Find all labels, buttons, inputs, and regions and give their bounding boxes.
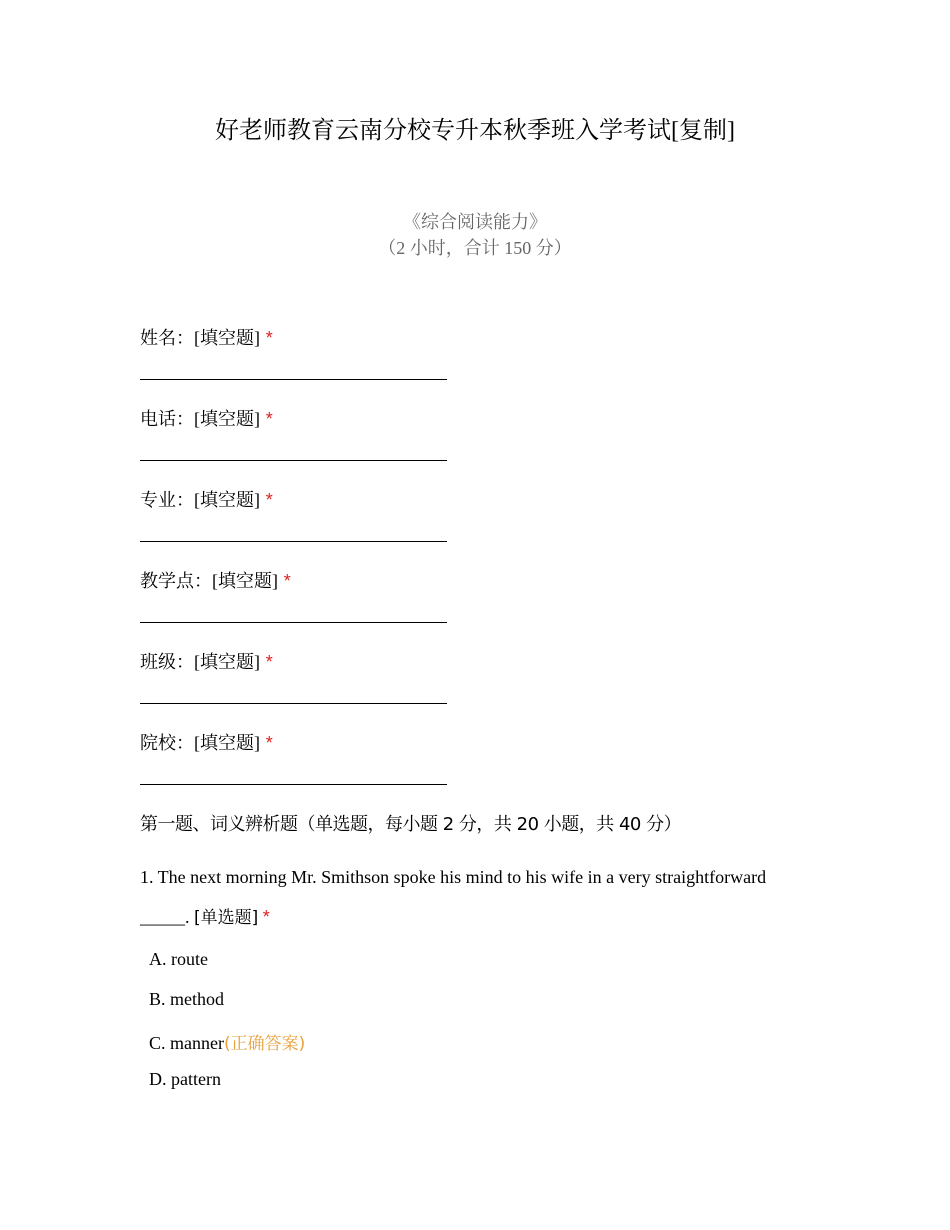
correct-answer-badge: (正确答案) bbox=[223, 1034, 306, 1054]
field-name: 专业： bbox=[140, 490, 194, 511]
field-label-3 bbox=[140, 567, 291, 593]
subtitle-duration: （2 小时，合计 150 分） bbox=[378, 238, 572, 258]
field-name: 电话： bbox=[140, 409, 194, 430]
field-type: [填空题] bbox=[194, 490, 260, 510]
subtitle-course: 《综合阅读能力》 bbox=[403, 212, 547, 232]
option-label: D. pattern bbox=[149, 1069, 221, 1089]
question-type: [单选题] bbox=[194, 908, 259, 928]
required-marker: * bbox=[265, 733, 273, 753]
field-input-line[interactable] bbox=[140, 379, 447, 380]
question-text-cont bbox=[140, 903, 270, 928]
field-label-4 bbox=[140, 648, 273, 674]
required-marker: * bbox=[265, 490, 273, 510]
field-name: 姓名： bbox=[140, 328, 194, 349]
question-blank: _____. bbox=[140, 907, 194, 927]
required-marker: * bbox=[265, 409, 273, 429]
option-d[interactable] bbox=[149, 1069, 221, 1090]
field-type: [填空题] bbox=[194, 733, 260, 753]
field-type: [填空题] bbox=[194, 652, 260, 672]
field-label-1 bbox=[140, 405, 273, 431]
field-label-2 bbox=[140, 486, 273, 512]
field-type: [填空题] bbox=[194, 328, 260, 348]
field-input-line[interactable] bbox=[140, 541, 447, 542]
field-name: 院校： bbox=[140, 733, 194, 754]
option-b[interactable] bbox=[149, 989, 224, 1010]
field-input-line[interactable] bbox=[140, 622, 447, 623]
option-label: A. route bbox=[149, 949, 208, 969]
field-name: 教学点： bbox=[140, 571, 212, 592]
option-label: C. manner bbox=[149, 1033, 224, 1053]
option-label: B. method bbox=[149, 989, 224, 1009]
required-marker: * bbox=[283, 571, 291, 591]
option-c[interactable] bbox=[149, 1029, 305, 1054]
field-type: [填空题] bbox=[212, 571, 278, 591]
field-input-line[interactable] bbox=[140, 784, 447, 785]
page-title: 好老师教育云南分校专升本秋季班入学考试[复制] bbox=[215, 118, 735, 144]
required-marker: * bbox=[265, 328, 273, 348]
section-heading: 第一题、词义辨析题（单选题，每小题 2 分，共 20 小题，共 40 分） bbox=[140, 814, 682, 835]
question-text: 1. The next morning Mr. Smithson spoke his mind to his wife in a very straightforward bbox=[140, 867, 767, 887]
field-type: [填空题] bbox=[194, 409, 260, 429]
option-a[interactable] bbox=[149, 949, 208, 970]
field-label-5 bbox=[140, 729, 273, 755]
required-marker: * bbox=[262, 907, 270, 927]
field-name: 班级： bbox=[140, 652, 194, 673]
field-input-line[interactable] bbox=[140, 703, 447, 704]
field-label-0 bbox=[140, 324, 273, 350]
field-input-line[interactable] bbox=[140, 460, 447, 461]
required-marker: * bbox=[265, 652, 273, 672]
